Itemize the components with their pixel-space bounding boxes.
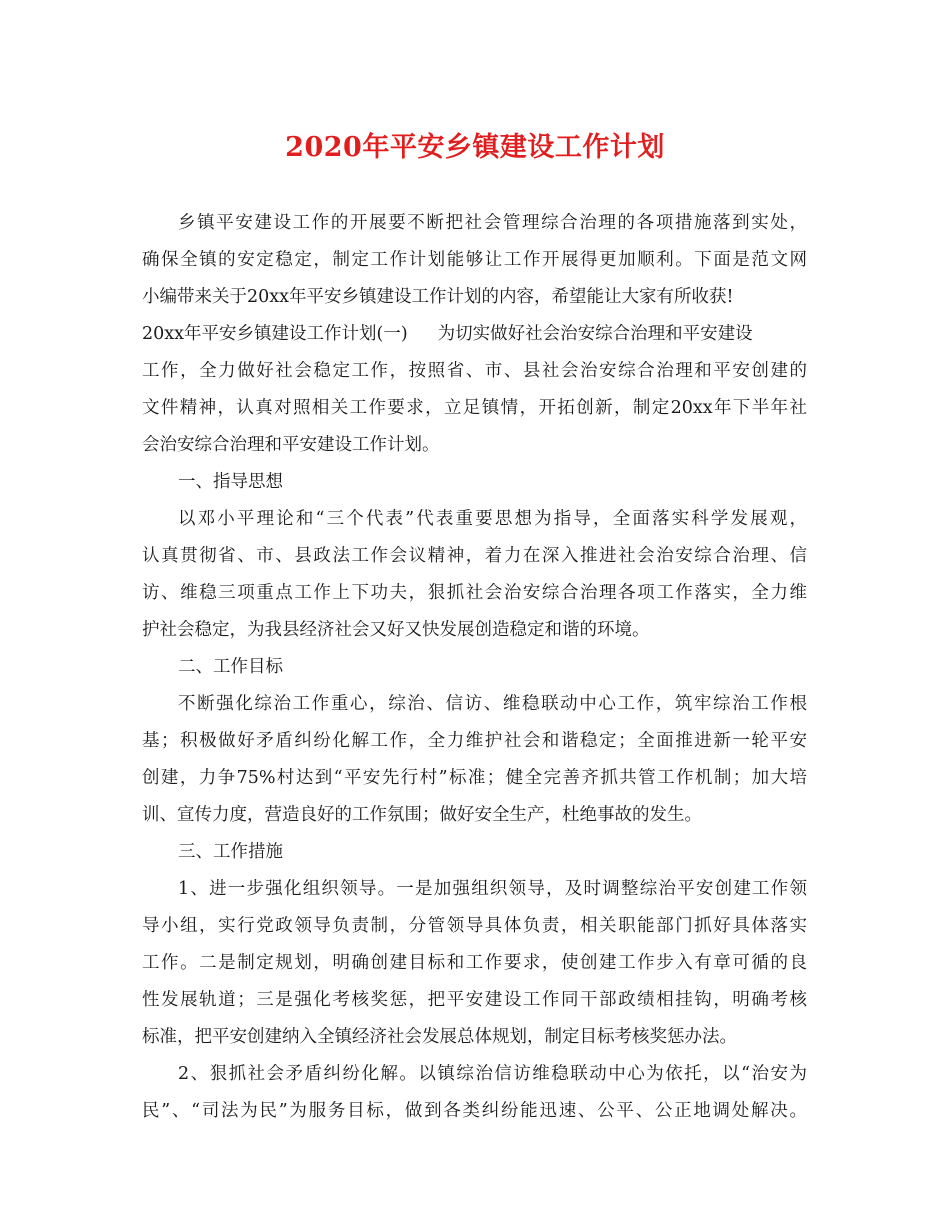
paragraph-line: 不断强化综治工作重心，综治、信访、维稳联动中心工作，筑牢综治工作根 (178, 694, 807, 714)
paragraph-line: 导小组，实行党政领导负责制，分管领导具体负责，相关职能部门抓好具体落实 (142, 916, 807, 936)
paragraph-line: 2、狠抓社会矛盾纠纷化解。以镇综治信访维稳联动中心为依托，以“治安为 (178, 1064, 807, 1084)
paragraph-line: 工作，全力做好社会稳定工作，按照省、市、县社会治安综合治理和平安创建的 (142, 361, 807, 381)
section-heading: 二、工作目标 (178, 657, 283, 677)
paragraph-line: 创建，力争75%村达到“平安先行村”标准；健全完善齐抓共管工作机制；加大培 (142, 768, 807, 788)
paragraph-line: 会治安综合治理和平安建设工作计划。 (142, 435, 440, 455)
paragraph-line: 训、宣传力度，营造良好的工作氛围；做好安全生产，杜绝事故的发生。 (142, 805, 702, 825)
document-title: 2020年平安乡镇建设工作计划 (285, 132, 665, 163)
section-heading: 一、指导思想 (178, 472, 283, 492)
paragraph-line: 民”、“司法为民”为服务目标，做到各类纠纷能迅速、公平、公正地调处解决。 (142, 1101, 807, 1121)
paragraph-line: 标准，把平安创建纳入全镇经济社会发展总体规划，制定目标考核奖惩办法。 (142, 1027, 737, 1047)
paragraph-line: 工作。二是制定规划，明确创建目标和工作要求，使创建工作步入有章可循的良 (142, 953, 807, 973)
paragraph-line: 乡镇平安建设工作的开展要不断把社会管理综合治理的各项措施落到实处， (178, 213, 807, 233)
paragraph-text: 为切实做好社会治安综合治理和平安建设 (437, 324, 753, 344)
section-heading-plan-one: 20xx年平安乡镇建设工作计划(一) (142, 324, 408, 344)
paragraph-line: 性发展轨道；三是强化考核奖惩，把平安建设工作同干部政绩相挂钩，明确考核 (142, 990, 807, 1010)
paragraph-line: 访、维稳三项重点工作上下功夫，狠抓社会治安综合治理各项工作落实，全力维 (142, 583, 807, 603)
paragraph-line: 确保全镇的安定稳定，制定工作计划能够让工作开展得更加顺利。下面是范文网 (142, 250, 807, 270)
document-body (142, 205, 807, 1130)
paragraph-line: 基；积极做好矛盾纠纷化解工作，全力维护社会和谐稳定；全面推进新一轮平安 (142, 731, 807, 751)
paragraph-line: 认真贯彻省、市、县政法工作会议精神，着力在深入推进社会治安综合治理、信 (142, 546, 807, 566)
paragraph-line: 文件精神，认真对照相关工作要求，立足镇情，开拓创新，制定20xx年下半年社 (142, 398, 807, 418)
section-heading: 三、工作措施 (178, 842, 283, 862)
paragraph-line: 护社会稳定，为我县经济社会又好又快发展创造稳定和谐的环境。 (142, 620, 650, 640)
paragraph-line: 小编带来关于20xx年平安乡镇建设工作计划的内容，希望能让大家有所收获! (142, 287, 734, 307)
paragraph-line-combined (142, 316, 807, 353)
paragraph-line: 1、进一步强化组织领导。一是加强组织领导，及时调整综治平安创建工作领 (178, 879, 807, 899)
paragraph-line: 以邓小平理论和“三个代表”代表重要思想为指导，全面落实科学发展观， (178, 509, 807, 529)
